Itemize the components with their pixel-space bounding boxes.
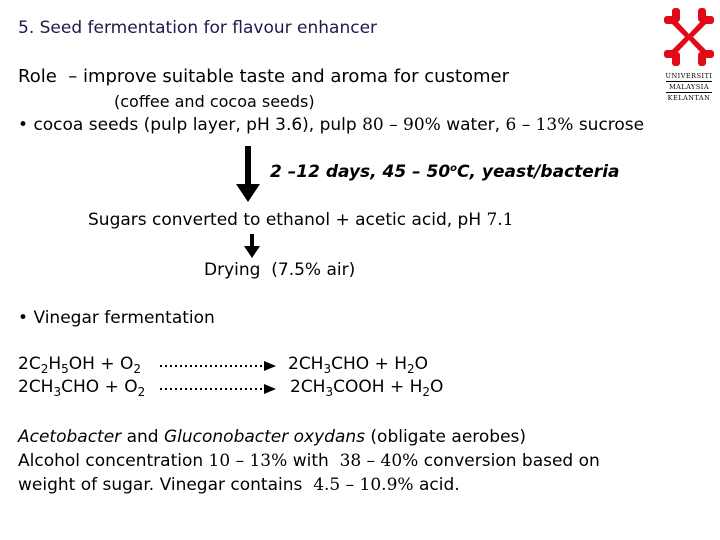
reaction-arrow-icon (158, 383, 278, 395)
cocoa-text-c: sucrose (578, 115, 645, 135)
bacteria-name-gluconobacter: Gluconobacter oxydans (163, 427, 365, 447)
cocoa-sucrose-range: 6 – 13% (505, 115, 574, 135)
role-label: Role (18, 66, 57, 87)
formula-part: O (430, 377, 444, 397)
reaction-1-product (288, 354, 428, 374)
conversion-range: 38 – 40% (339, 451, 419, 471)
slide-title: 5. Seed fermentation for flavour enhancer (18, 18, 378, 38)
formula-part: 2CH (290, 377, 326, 397)
alcohol-text-c: conversion based on (423, 451, 600, 471)
sugar-weight-text-a: weight of sugar. Vinegar contains (18, 475, 303, 495)
alcohol-line (18, 451, 600, 471)
reaction-arrow-icon (158, 360, 278, 372)
formula-part: CHO + H (331, 354, 407, 374)
cocoa-water-range: 80 – 90% (362, 115, 441, 135)
vinegar-bullet (18, 308, 215, 328)
formula-subscript: 2 (137, 385, 146, 399)
conditions-text-a: 2 –12 days, 45 – 50 (270, 162, 451, 182)
conditions-text-b: C, yeast/bacteria (457, 162, 620, 182)
role-line (18, 66, 509, 87)
flow-arrow-shaft (245, 146, 251, 186)
role-subtext: (coffee and cocoa seeds) (114, 92, 315, 111)
formula-part: O (414, 354, 429, 374)
formula-part: OH + O (68, 354, 134, 374)
sugars-ph: 7.1 (486, 210, 514, 230)
drying-line (204, 260, 355, 280)
formula-part: 2CH (288, 354, 324, 374)
reaction-2-product (290, 377, 443, 397)
logo-divider (666, 92, 712, 93)
formula-subscript: 3 (325, 385, 334, 399)
bacteria-line (18, 427, 526, 447)
formula-subscript: 2 (133, 362, 142, 376)
formula-part: CHO + O (61, 377, 138, 397)
logo-text-malaysia: MALAYSIA (668, 83, 710, 91)
formula-part: 2C (18, 354, 41, 374)
formula-part: H (48, 354, 62, 374)
formula-subscript: 2 (407, 362, 415, 376)
fermentation-conditions (270, 162, 620, 182)
bacteria-note: (obligate aerobes) (370, 427, 527, 447)
reaction-2-reactant (18, 377, 145, 397)
alcohol-text-a: Alcohol concentration (18, 451, 204, 471)
sugar-weight-text-b: acid. (418, 475, 460, 495)
alcohol-range: 10 – 13% (208, 451, 288, 471)
degree-symbol: o (450, 163, 458, 174)
bacteria-name-acetobacter: Acetobacter (18, 427, 122, 447)
drying-text-b: (7.5% air) (271, 260, 356, 280)
formula-subscript: 2 (422, 385, 431, 399)
logo-text-kelantan: KELANTAN (667, 94, 711, 102)
logo-text-universiti: UNIVERSITI (665, 72, 713, 80)
down-arrow-icon (244, 246, 260, 258)
umk-emblem-icon (662, 6, 716, 68)
sugar-weight-line (18, 475, 460, 495)
cocoa-bullet (18, 115, 644, 135)
vinegar-text: Vinegar fermentation (33, 308, 215, 328)
acid-range: 4.5 – 10.9% (313, 475, 414, 495)
reaction-1-reactant (18, 354, 141, 374)
cocoa-text-b: water, (446, 115, 501, 135)
university-logo (662, 6, 716, 102)
sugars-line (88, 210, 514, 230)
bullet: • (18, 115, 29, 135)
bacteria-and: and (126, 427, 159, 447)
formula-part: 2CH (18, 377, 54, 397)
logo-divider (666, 81, 712, 82)
down-arrow-icon (236, 184, 260, 202)
formula-subscript: 3 (53, 385, 62, 399)
formula-subscript: 5 (61, 362, 69, 376)
sugars-text: Sugars converted to ethanol + acetic acid, pH (88, 210, 482, 230)
formula-subscript: 2 (40, 362, 49, 376)
bullet: • (18, 308, 29, 328)
cocoa-text-a: cocoa seeds (pulp layer, pH 3.6), pulp (33, 115, 357, 135)
formula-subscript: 3 (323, 362, 332, 376)
drying-text-a: Drying (204, 260, 261, 280)
alcohol-text-b: with (292, 451, 329, 471)
role-text: – improve suitable taste and aroma for customer (68, 66, 509, 87)
formula-part: COOH + H (333, 377, 423, 397)
